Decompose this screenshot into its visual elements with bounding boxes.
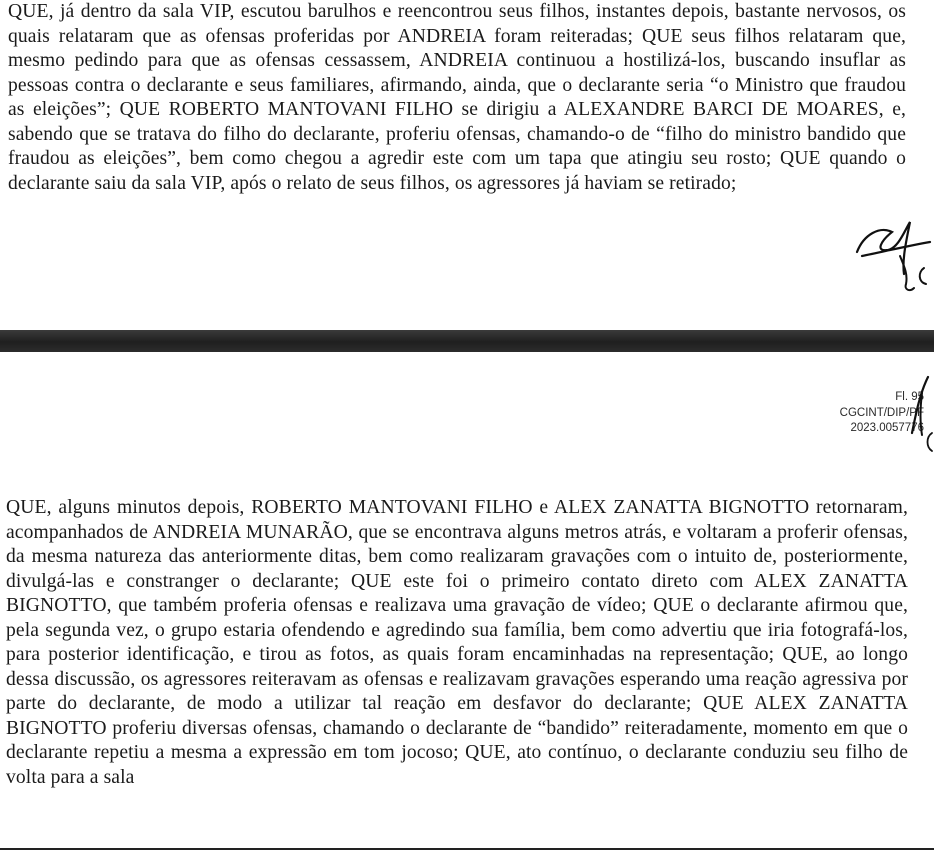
folio-unit: CGCINT/DIP/PF — [839, 406, 924, 419]
document-page-top — [0, 0, 934, 330]
handwritten-initials-signature — [852, 212, 932, 292]
page-separator — [0, 330, 934, 352]
folio-stamp — [804, 390, 924, 437]
testimony-paragraph-top: QUE, já dentro da sala VIP, escutou barulhos e reencontrou seus filhos, instantes depois, bastante nervosos, os quais relataram que as ofensas proferidas por ANDREIA foram reiteradas; QUE seus filhos relataram que, mesmo pedindo para que as ofensas cessassem, ANDREIA continuou a hostilizá-los, buscando insuflar as pessoas contra o declarante e seus familiares, afirmando, ainda, que o declarante seria “o Ministro que fraudou as eleições”; QUE ROBERTO MANTOVANI FILHO se dirigiu a ALEXANDRE BARCI DE MOARES, e, sabendo que se tratava do filho do declarante, proferiu ofensas, chamando-o de “filho do ministro bandido que fraudou as eleições”, bem como chegou a agredir este com um tapa que atingiu seu rosto; QUE quando o declarante saiu da sala VIP, após o relato de seus filhos, os agressores já haviam se retirado; — [8, 1, 906, 194]
folio-number: Fl. 95 — [895, 391, 924, 403]
document-page-bottom — [0, 352, 934, 852]
folio-process-number: 2023.0057776 — [850, 422, 924, 434]
testimony-paragraph-bottom: QUE, alguns minutos depois, ROBERTO MANTOVANI FILHO e ALEX ZANATTA BIGNOTTO retornaram, acompanhados de ANDREIA MUNARÃO, que se encontrava alguns metros atrás, e voltaram a proferir ofensas, da mesma natureza das anteriormente ditas, bem como realizaram gravações com o intuito de, posteriormente, divulgá-las e constranger o declarante; QUE este foi o primeiro contato direto com ALEX ZANATTA BIGNOTTO, que também proferia ofensas e realizava uma gravação de vídeo; QUE o declarante afirmou que, pela segunda vez, o grupo estaria ofendendo e agredindo sua família, bem como advertiu que iria fotografá-los, para posterior identificação, e tirou as fotos, as quais foram encaminhadas na representação; QUE, ao longo dessa discussão, os agressores reiteravam as ofensas e realizavam gravações esperando uma reação agressiva por parte do declarante, de modo a utilizar tal reação em desfavor do declarante; QUE ALEX ZANATTA BIGNOTTO proferiu diversas ofensas, chamando o declarante de “bandido” reiteradamente, momento em que o declarante repetiu a mesma a expressão em tom jocoso; QUE, ato contínuo, o declarante conduziu seu filho de volta para a sala — [6, 497, 908, 788]
handwritten-folio-mark — [908, 373, 934, 453]
page-bottom-edge — [0, 848, 934, 850]
